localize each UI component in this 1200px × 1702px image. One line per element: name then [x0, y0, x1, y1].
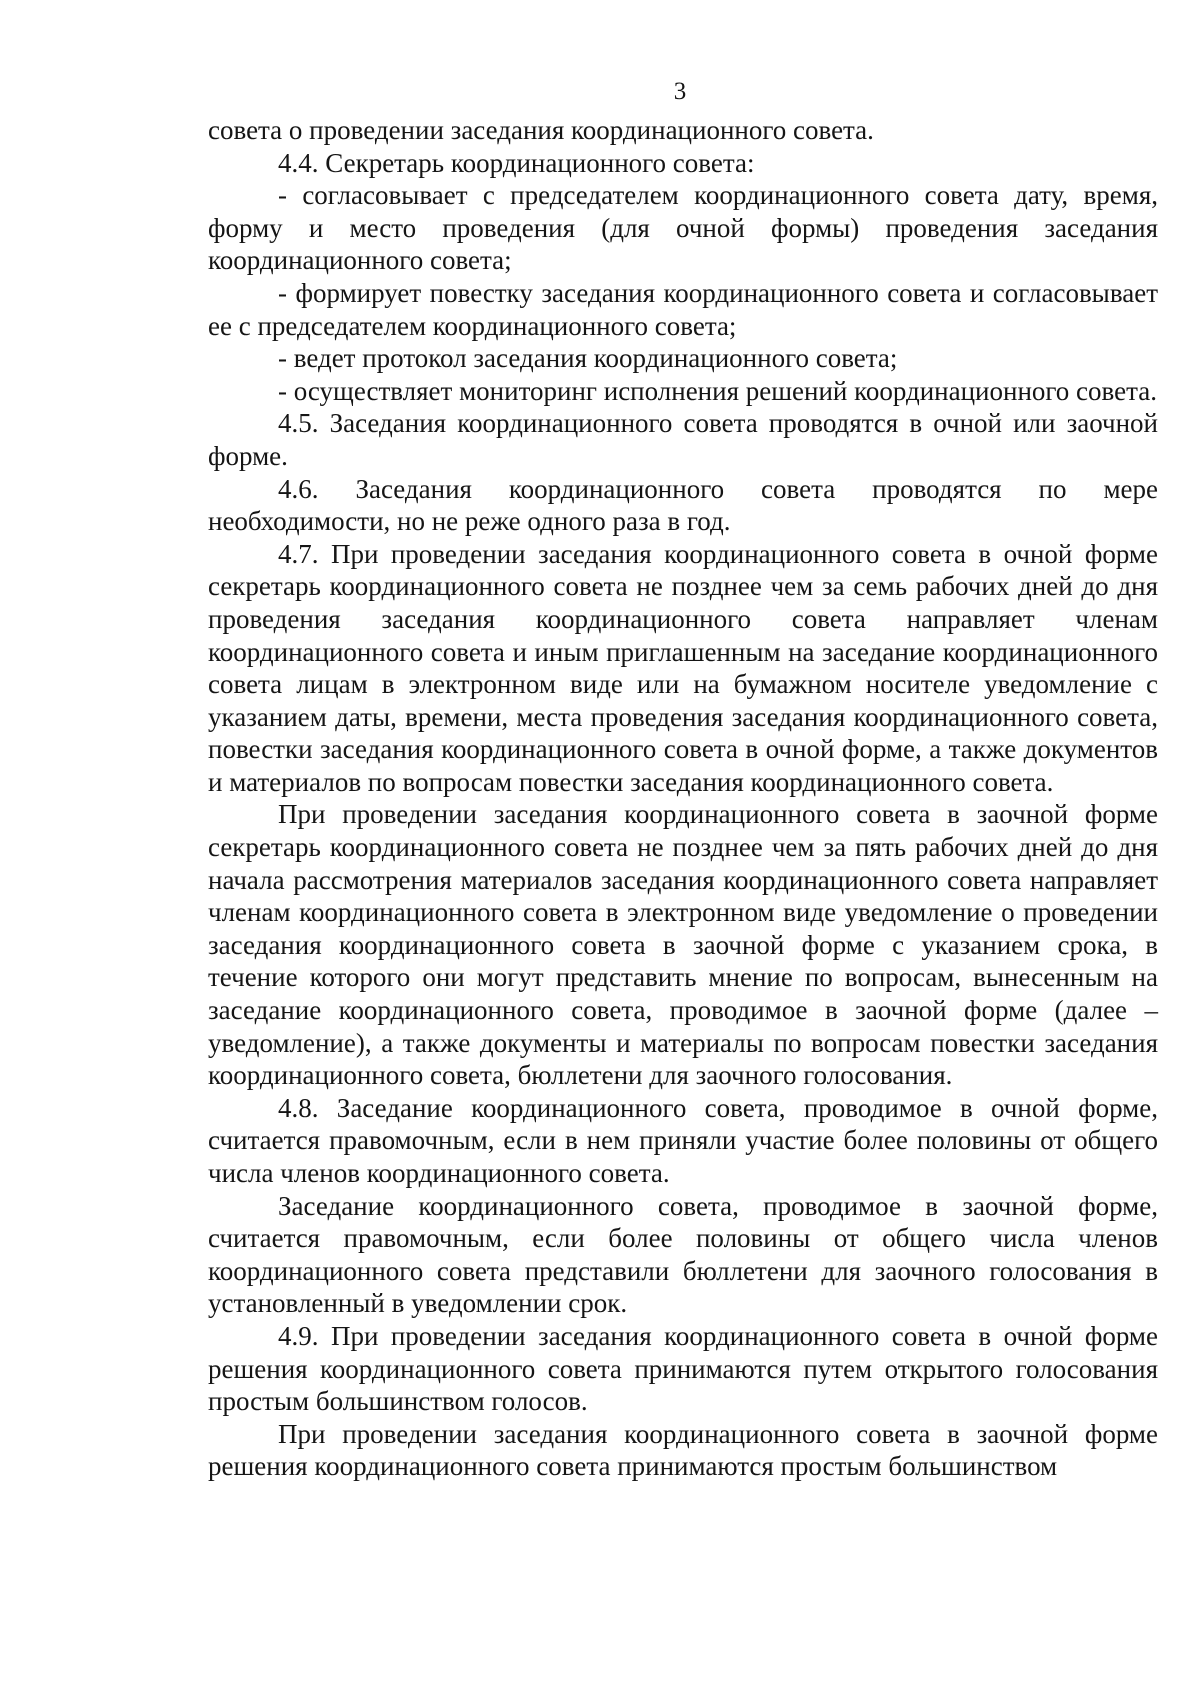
paragraph-4-8: 4.8. Заседание координационного совета, проводимое в очной форме, считается правомочным, если в нем приняли участие более половины от общего числа членов координационного совета.: [208, 1092, 1158, 1188]
page-number: 3: [673, 78, 687, 105]
paragraph-4-4: 4.4. Секретарь координационного совета:: [278, 147, 755, 178]
paragraph-4-9-remote: При проведении заседания координационного совета в заочной форме решения координационного совета принимаются простым большинством: [208, 1418, 1158, 1482]
paragraph-4-6: 4.6. Заседания координационного совета проводятся по мере необходимости, но не реже одного раза в год.: [208, 473, 1158, 537]
paragraph-4-9: 4.9. При проведении заседания координационного совета в очной форме решения координационного совета принимаются путем открытого голосования простым большинством голосов.: [208, 1320, 1158, 1417]
document-body: [208, 114, 1158, 1483]
list-item-protocol: - ведет протокол заседания координационного совета;: [278, 343, 898, 374]
list-item-agree-date: - согласовывает с председателем координационного совета дату, время, форму и место проведения (для очной формы) проведения заседания координационного совета;: [208, 180, 1158, 276]
paragraph-4-7: 4.7. При проведении заседания координационного совета в очной форме секретарь координационного совета не позднее чем за семь рабочих дней до дня проведения заседания координационного совета направляет членам координационного совета и иным приглашенным на заседание координационного совета лицам в электронном виде или на бумажном носителе уведомление с указанием даты, времени, места проведения заседания координационного совета, повестки заседания координационного совета в очной форме, а также документов и материалов по вопросам повестки заседания координационного совета.: [208, 538, 1158, 797]
list-item-monitoring: - осуществляет мониторинг исполнения решений координационного совета.: [278, 375, 1157, 406]
paragraph-4-7-remote: При проведении заседания координационного совета в заочной форме секретарь координационного совета не позднее чем за пять рабочих дней до дня начала рассмотрения материалов заседания координационного совета направляет членам координационного совета в электронном виде уведомление о проведении заседания координационного совета в заочной форме с указанием срока, в течение которого они могут представить мнение по вопросам, вынесенным на заседание координационного совета, проводимое в заочной форме (далее – уведомление), а также документы и материалы по вопросам повестки заседания координационного совета, бюллетени для заочного голосования.: [208, 799, 1158, 1091]
paragraph-4-8-remote: Заседание координационного совета, проводимое в заочной форме, считается правомочным, если более половины от общего числа членов координационного совета представили бюллетени для заочного голосования в установленный в уведомлении срок.: [208, 1190, 1158, 1319]
paragraph-4-5: 4.5. Заседания координационного совета проводятся в очной или заочной форме.: [208, 408, 1158, 471]
list-item-agenda: - формирует повестку заседания координационного совета и согласовывает ее с председателем координационного совета;: [208, 277, 1158, 341]
paragraph-continuation: совета о проведении заседания координационного совета.: [208, 115, 874, 145]
